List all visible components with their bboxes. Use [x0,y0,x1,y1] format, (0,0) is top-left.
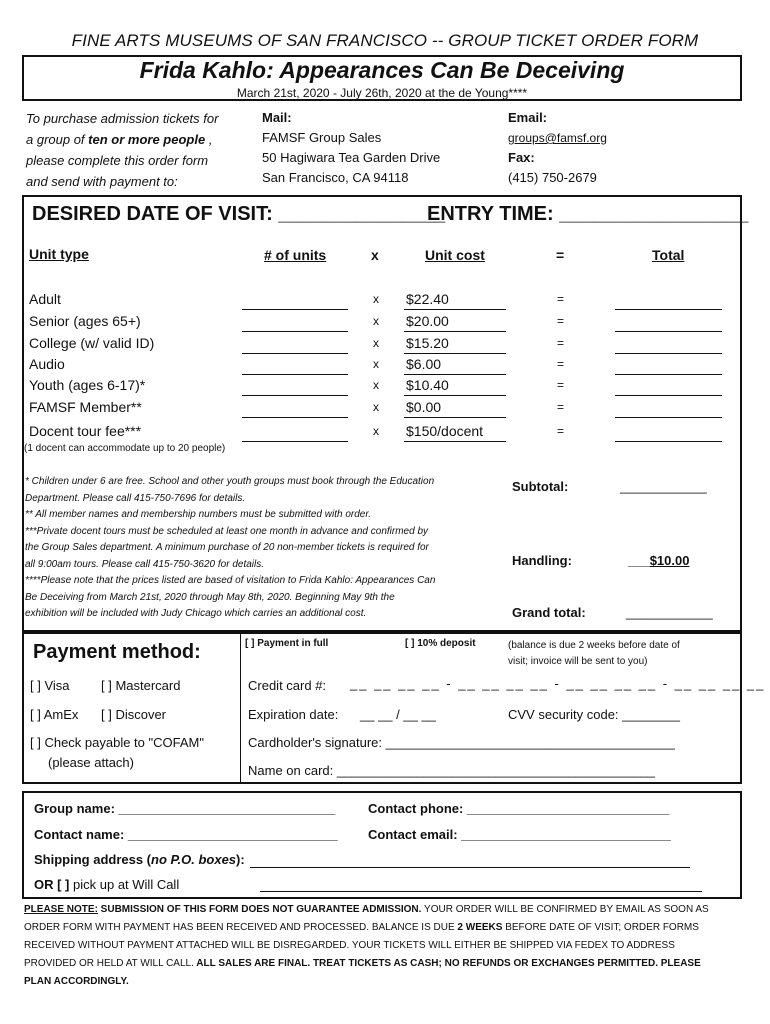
email-fax [508,108,607,188]
ticket-type-label: Audio [29,356,65,372]
signature-field[interactable]: Cardholder's signature: ________________________________________ [248,735,675,750]
units-input-line[interactable] [242,374,348,375]
payment-divider [240,633,241,783]
note-1a: * Children under 6 are free. School and other youth groups must book through the Education [25,476,435,487]
contact-name-field[interactable]: Contact name: _____________________________ [34,827,338,842]
unit-cost-underline [404,374,506,375]
unit-cost-underline [404,353,506,354]
grand-total-field[interactable]: ____________ [626,605,713,620]
units-input-line[interactable] [242,309,348,310]
contact-email-field[interactable]: Contact email: _____________________________ [368,827,671,842]
pay-in-full-option[interactable]: [ ] Payment in full [245,638,329,649]
units-input-line[interactable] [242,395,348,396]
will-call-line [260,891,702,892]
total-input-line[interactable] [615,395,722,396]
org-title: FINE ARTS MUSEUMS OF SAN FRANCISCO -- GROUP TICKET ORDER FORM [71,31,699,50]
subtotal-label: Subtotal: [512,479,569,494]
email-label: Email: [508,110,548,125]
subtotal-field[interactable]: ____________ [620,479,707,494]
unit-cost-value: $22.40 [406,291,449,307]
note-4a: ****Please note that the prices listed are based of visitation to Frida Kahlo: Appearances Can [25,575,436,586]
mail-label: Mail: [262,110,292,125]
fax-label: Fax: [508,150,535,165]
amex-checkbox[interactable]: [ ] AmEx [30,707,79,722]
intro-line-4: and send with payment to: [26,174,178,189]
entry-time-field[interactable]: ENTRY TIME: _________________ [427,203,749,225]
multiply-sign: x [373,292,379,306]
unit-cost-value: $6.00 [406,356,442,372]
ticket-type-label: Adult [29,291,61,307]
multiply-sign: x [373,378,379,392]
col-unit-cost: Unit cost [425,247,485,263]
exhibit-title: Frida Kahlo: Appearances Can Be Deceiving [139,57,625,83]
col-x: x [371,247,379,263]
total-input-line[interactable] [615,331,722,332]
intro-line-1: To purchase admission tickets for [26,111,219,126]
intro-text [26,108,256,192]
multiply-sign: x [373,314,379,328]
col-eq: = [556,247,565,263]
equals-sign: = [557,424,565,438]
group-name-field[interactable]: Group name: ______________________________ [34,801,336,816]
intro-group-size: ten or more people [88,132,206,147]
deposit-option[interactable]: [ ] 10% deposit [405,638,476,649]
total-input-line[interactable] [615,309,722,310]
unit-cost-value: $15.20 [406,335,449,351]
fax-number: (415) 750-2679 [508,170,597,185]
handling-label: Handling: [512,553,572,568]
ticket-type-label: Senior (ages 65+) [29,313,141,329]
col-unit-type: Unit type [29,246,89,262]
expiration-label: Expiration date: [248,707,339,722]
expiration-field[interactable]: __ __ / __ __ [360,707,436,722]
col-units: # of units [264,247,327,263]
shipping-address-field[interactable] [250,867,690,868]
total-input-line[interactable] [615,353,722,354]
units-input-line[interactable] [242,441,348,442]
footnotes [25,474,500,623]
will-call-option[interactable]: OR [ ] pick up at Will Call [34,877,180,892]
unit-cost-value: $10.40 [406,377,449,393]
note-4c: exhibition will be included with Judy Chicago which carries an additional cost. [25,608,367,619]
equals-sign: = [557,400,565,414]
multiply-sign: x [373,357,379,371]
note-3a: ***Private docent tours must be scheduled at least one month in advance and confirmed by [25,525,429,537]
units-input-line[interactable] [242,331,348,332]
note-3b: the Group Sales department. A minimum purchase of 20 non-member tickets is required for [25,542,429,553]
col-total: Total [652,247,685,263]
units-input-line[interactable] [242,417,348,418]
desired-date-field[interactable]: DESIRED DATE OF VISIT: _______________ [32,203,446,225]
ticket-type-label: FAMSF Member** [29,399,142,415]
mail-line-2: 50 Hagiwara Tea Garden Drive [262,150,441,165]
check-checkbox[interactable]: [ ] Check payable to "COFAM" [30,735,204,750]
unit-cost-underline [404,395,506,396]
cvv-field[interactable]: CVV security code: ________ [508,707,680,722]
ticket-type-label: College (w/ valid ID) [29,335,155,351]
mail-line-3: San Francisco, CA 94118 [262,170,409,185]
handling-value: ___$10.00 [628,553,690,568]
mail-line-1: FAMSF Group Sales [262,130,382,145]
intro-line-3: please complete this order form [26,153,209,168]
equals-sign: = [557,292,565,306]
equals-sign: = [557,314,565,328]
multiply-sign: x [373,400,379,414]
grand-total-label: Grand total: [512,605,586,620]
equals-sign: = [557,336,565,350]
total-input-line[interactable] [615,374,722,375]
note-4b: Be Deceiving from March 21st, 2020 through May 8th, 2020. Beginning May 9th the [25,591,395,603]
equals-sign: = [557,357,565,371]
note-3c: all 9:00am tours. Please call 415-750-3620 for details. [25,558,265,570]
docent-note: (1 docent can accommodate up to 20 people) [24,443,226,454]
total-input-line[interactable] [615,441,722,442]
discover-checkbox[interactable]: [ ] Discover [101,707,167,722]
credit-card-field[interactable]: __ __ __ __ - __ __ __ __ - __ __ __ __ - __ __ __ __ [350,676,766,691]
mail-address [262,108,440,188]
multiply-sign: x [373,336,379,350]
total-input-line[interactable] [615,417,722,418]
unit-cost-underline [404,309,506,310]
shipping-label: Shipping address (no P.O. boxes): [34,852,245,867]
ticket-type-label: Youth (ages 6-17)* [29,377,146,393]
mastercard-checkbox[interactable]: [ ] Mastercard [101,678,181,693]
footer-notice: PLEASE NOTE: SUBMISSION OF THIS FORM DOES NOT GUARANTEE ADMISSION. YOUR ORDER WILL BE CONFIRMED BY EMAIL AS SOON AS ORDER FORM WITH PAYMENT HAS BEEN RECEIVED AND PROCESSED. BALANCE IS DUE 2 WEEKS BEFORE DATE OF VISIT; ORDER FORMS RECEIVED WITHOUT PAYMENT ATTACHED WILL BE DISREGARDED. YOUR TICKETS WILL EITHER BE SHIPPED VIA FEDEX TO ADDRESS PROVIDED OR HELD AT WILL CALL. ALL SALES ARE FINAL. TREAT TICKETS AS CASH; NO REFUNDS OR EXCHANGES PERMITTED. PLEASE PLAN ACCORDINGLY. [24,904,709,987]
visa-checkbox[interactable]: [ ] Visa [30,678,70,693]
unit-cost-underline [404,417,506,418]
check-attach-note: (please attach) [48,755,134,770]
unit-cost-value: $0.00 [406,399,442,415]
unit-cost-underline [404,331,506,332]
exhibit-dates: March 21st, 2020 - July 26th, 2020 at the de Young**** [236,86,528,100]
note-2: ** All member names and membership numbers must be submitted with order. [25,509,372,520]
intro-line-2: a group of ten or more people , [26,132,213,147]
units-input-line[interactable] [242,353,348,354]
payment-heading: Payment method: [33,641,201,663]
unit-cost-underline [404,441,506,442]
unit-cost-value: $150/docent [406,423,484,439]
credit-card-label: Credit card #: [248,678,327,693]
email-link[interactable]: groups@famsf.org [508,131,607,145]
balance-note: (balance is due 2 weeks before date of visit; invoice will be sent to you) [508,640,680,667]
ticket-type-label: Docent tour fee*** [29,423,142,439]
unit-cost-value: $20.00 [406,313,449,329]
contact-phone-field[interactable]: Contact phone: ____________________________ [368,801,670,816]
note-1b: Department. Please call 415-750-7696 for details. [25,492,246,504]
multiply-sign: x [373,424,379,438]
name-on-card-field[interactable]: Name on card: ____________________________________________ [248,763,655,778]
equals-sign: = [557,378,565,392]
